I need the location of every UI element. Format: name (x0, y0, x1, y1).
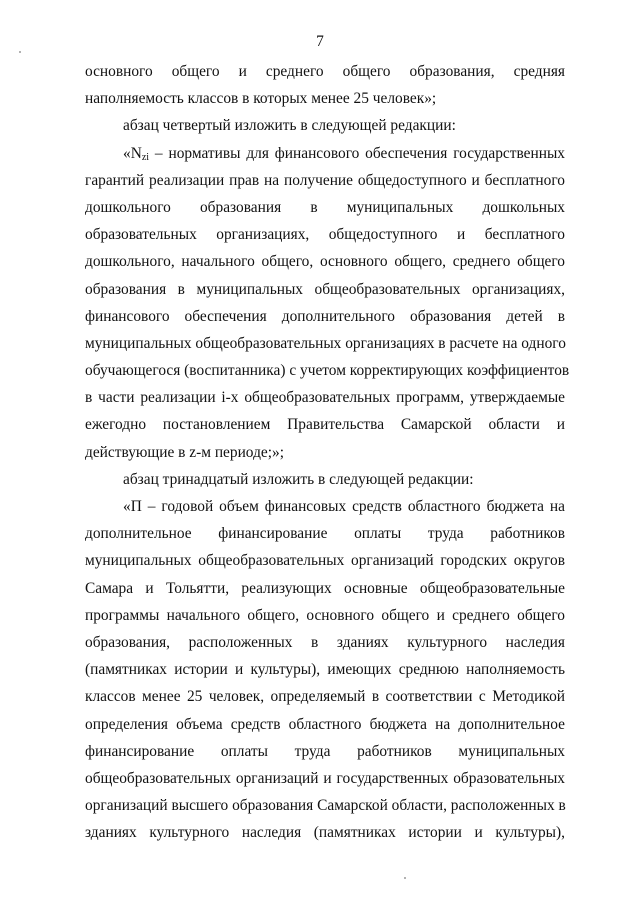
text-line: организаций высшего образования Самарской области, расположенных в (85, 797, 566, 815)
text-line: дополнительное финансирование оплаты труда работников (85, 525, 565, 543)
scan-speck (404, 877, 406, 879)
text-line: ежегодно постановлением Правительства Самарской области и (85, 416, 565, 434)
formula-definition-line (85, 140, 565, 167)
text-line: общеобразовательных организаций и государственных образовательных (85, 769, 565, 787)
text-line: дошкольного, начального общего, основного общего, среднего общего (85, 253, 565, 271)
text-line: программы начального общего, основного общего и среднего общего (85, 606, 565, 624)
page-number: 7 (316, 33, 324, 50)
text-line: в части реализации i-х общеобразовательных программ, утверждаемые (85, 389, 565, 407)
text-line: гарантий реализации прав на получение общедоступного и бесплатного (85, 171, 565, 189)
text-line: финансового обеспечения дополнительного образования детей в (85, 307, 565, 325)
text-line: зданиях культурного наследия (памятниках истории и культуры), (85, 824, 565, 842)
text-line: финансирование оплаты труда работников муниципальных (85, 742, 565, 760)
scan-speck (19, 51, 21, 53)
text-line: образования, расположенных в зданиях культурного наследия (85, 633, 565, 651)
text-line: образовательных организациях, общедоступного и бесплатного (85, 226, 565, 244)
text-line: (памятниках истории и культуры), имеющих среднюю наполняемость (85, 661, 565, 679)
text-line: определения объема средств областного бюджета на дополнительное (85, 715, 565, 733)
text-line: муниципальных общеобразовательных организациях в расчете на одного (85, 334, 566, 352)
text-line: муниципальных общеобразовательных организаций городских округов (85, 552, 565, 570)
text-line: «П – годовой объем финансовых средств областного бюджета на (123, 498, 565, 515)
paragraph-heading: абзац четвертый изложить в следующей редакции: (123, 117, 456, 135)
text-fragment: нормативы для финансового обеспечения государственных (168, 144, 566, 162)
formula-symbol: «$N_{zi}$ – (123, 144, 169, 163)
text-line: Самара и Тольятти, реализующих основные общеобразовательные (85, 579, 565, 597)
text-line: образования в муниципальных общеобразовательных организациях, (85, 280, 565, 298)
document-body (85, 58, 570, 846)
text-line: наполняемость классов в которых менее 25 человек»; (85, 90, 437, 108)
text-line: обучающегося (воспитанника) с учетом корректирующих коэффициентов (85, 362, 570, 380)
text-line: действующие в z-м периоде;»; (85, 443, 284, 461)
paragraph-heading: абзац тринадцатый изложить в следующей редакции: (123, 470, 474, 488)
text-line: классов менее 25 человек, определяемый в соответствии с Методикой (85, 688, 565, 706)
text-line: основного общего и среднего общего образования, средняя (85, 63, 565, 80)
text-line: дошкольного образования в муниципальных дошкольных (85, 198, 565, 216)
